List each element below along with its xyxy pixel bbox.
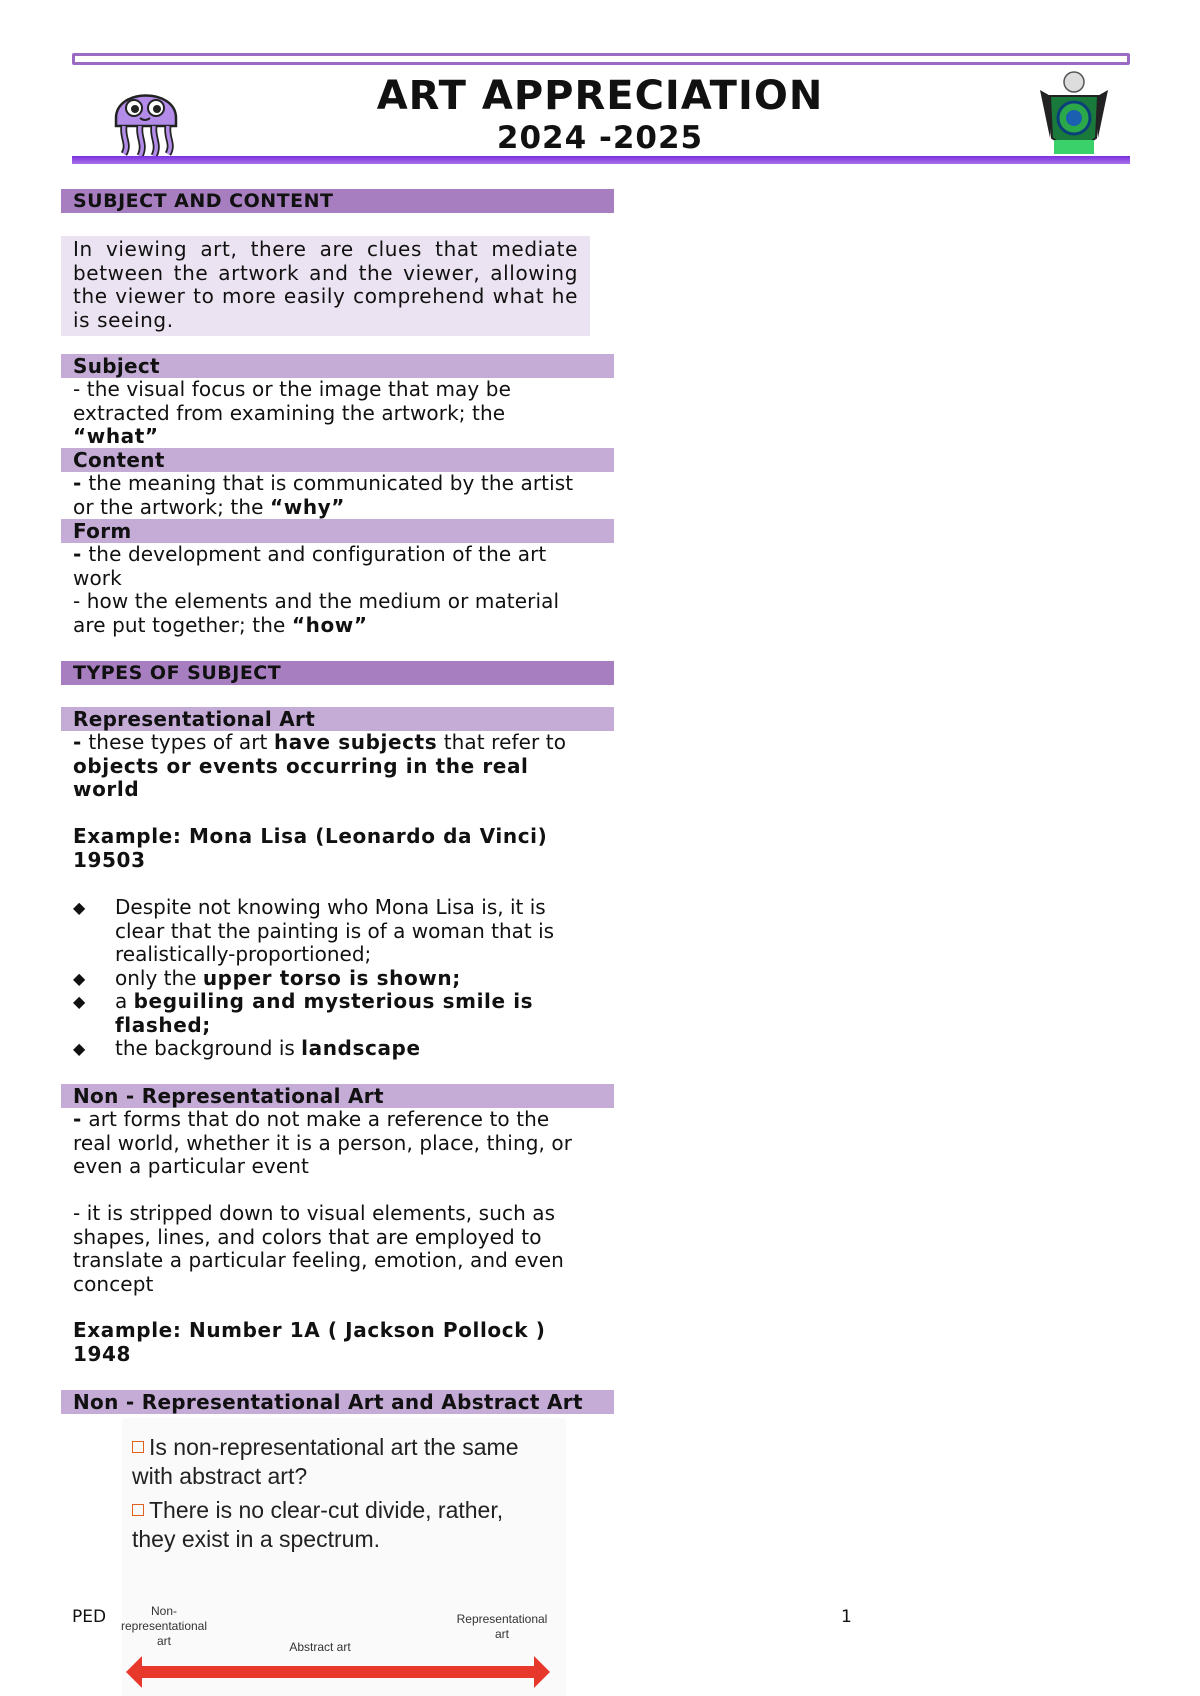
diamond-bullet-icon: ◆ (73, 968, 86, 988)
page-number: 1 (841, 1607, 852, 1627)
bullet-3-text: a (115, 989, 134, 1013)
bullet-2-text: only the (115, 965, 203, 990)
form-emphasis: “how” (291, 612, 368, 637)
subject-text: - the visual focus or the image that may be extracted from examining the artwork; the (73, 377, 511, 425)
form-line-1 (73, 543, 578, 590)
non-representational-example: Example: Number 1A ( Jackson Pollock ) 1948 (73, 1318, 546, 1366)
diagram-question-2-text: There is no clear-cut divide, rather, they exist in a spectrum. (132, 1497, 504, 1552)
heading-content: Content (61, 448, 614, 472)
header-top-border (72, 53, 1130, 65)
content-dash: - (73, 471, 82, 495)
content-emphasis: “why” (270, 494, 346, 519)
heading-non-representational-art: Non - Representational Art (61, 1084, 614, 1108)
representational-dash: - (73, 730, 82, 754)
representational-bold-2: objects or events occurring in the real world (73, 753, 529, 801)
heading-representational-art: Representational Art (61, 707, 614, 731)
bullet-3-bold: beguiling and mysterious smile is flashed; (115, 989, 534, 1037)
heading-form: Form (61, 519, 614, 543)
bullet-4-bold: landscape (301, 1036, 421, 1060)
diamond-bullet-icon: ◆ (73, 992, 86, 1011)
content-definition (61, 472, 590, 519)
representational-bold-1: have subjects (273, 730, 438, 754)
non-representational-p1: art forms that do not make a reference to the real world, whether it is a person, place, thing, or even a particular event (73, 1107, 573, 1178)
list-item (73, 896, 578, 967)
double-arrow-icon (122, 1648, 566, 1696)
bullet-4-text: the background is (115, 1036, 302, 1060)
representational-example: Example: Mona Lisa (Leonardo da Vinci) 19503 (73, 824, 548, 872)
bullet-1-text: Despite not knowing who Mona Lisa is, it is clear that the painting is of a woman that is realistically-proportioned; (115, 895, 555, 966)
header-bottom-border (72, 156, 1130, 164)
square-bullet-icon (132, 1441, 144, 1453)
form-line-1-text: the development and configuration of the art work (73, 542, 547, 590)
non-representational-p2: - it is stripped down to visual elements, such as shapes, lines, and colors that are employed to translate a particular feeling, emotion, and even concept (73, 1201, 564, 1296)
subject-definition (61, 378, 525, 449)
form-dash: - (73, 542, 82, 566)
academic-year: 2024 -2025 (496, 120, 704, 156)
list-item (73, 967, 578, 991)
subject-emphasis: “what” (73, 424, 159, 448)
label-abstract-art: Abstract art (289, 1640, 351, 1654)
non-representational-definition (61, 1108, 590, 1179)
diagram-question-1 (132, 1433, 552, 1491)
section-heading-subject-and-content: SUBJECT AND CONTENT (61, 189, 614, 213)
spectrum-diagram (122, 1418, 566, 1696)
heading-subject: Subject (61, 354, 614, 378)
content-text: the meaning that is communicated by the artist or the artwork; the (73, 471, 574, 519)
list-item (73, 990, 578, 1037)
form-line-2 (73, 590, 578, 637)
representational-bullet-list (61, 896, 590, 1061)
form-definition (61, 543, 590, 637)
bullet-2-bold: upper torso is shown; (202, 965, 461, 990)
section-heading-types-of-subject: TYPES OF SUBJECT (61, 661, 614, 685)
representational-definition (61, 731, 590, 802)
form-line-2-text: - how the elements and the medium or material are put together; the (73, 589, 560, 637)
square-bullet-icon (132, 1504, 144, 1516)
representational-text-2: that refer to (437, 730, 567, 754)
footer-left-text: PED (72, 1607, 107, 1627)
non-representational-dash: - (73, 1107, 82, 1131)
diamond-bullet-icon: ◆ (73, 1039, 86, 1058)
diagram-question-2 (132, 1496, 542, 1554)
diamond-bullet-icon: ◆ (73, 898, 86, 917)
label-non-representational: Non-representational art (120, 1604, 208, 1648)
diagram-question-1-text: Is non-representational art the same with abstract art? (132, 1434, 519, 1489)
document-title: ART APPRECIATION (376, 73, 824, 119)
list-item (73, 1037, 578, 1061)
label-representational: Representational art (456, 1612, 548, 1641)
representational-text-1: these types of art (81, 730, 274, 754)
intro-paragraph: In viewing art, there are clues that mediate between the artwork and the viewer, allowing the viewer to more easily comprehend what he is seeing. (61, 236, 590, 336)
heading-non-rep-and-abstract: Non - Representational Art and Abstract Art (61, 1390, 614, 1414)
